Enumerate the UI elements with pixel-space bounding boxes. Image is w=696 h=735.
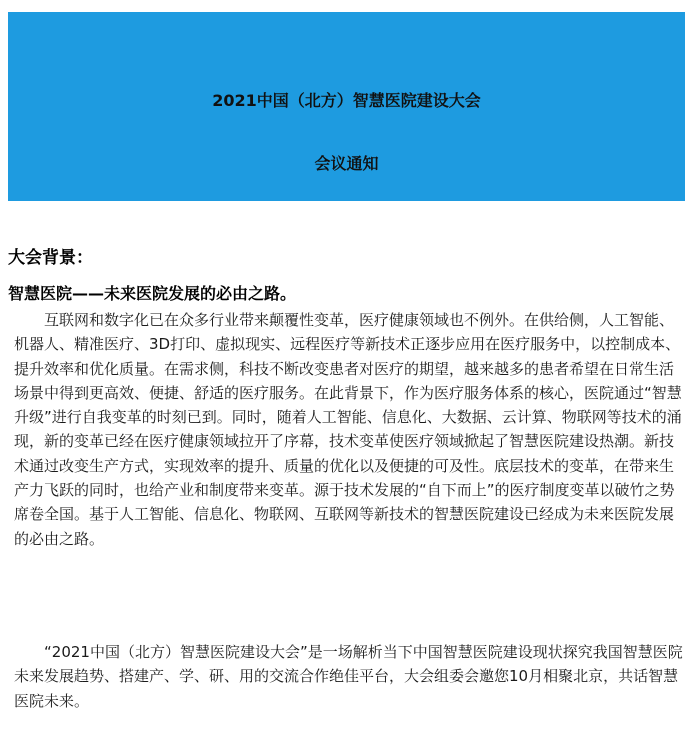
background-paragraph: 互联网和数字化已在众多行业带来颠覆性变革，医疗健康领域也不例外。在供给侧，人工智能、机器人、精准医疗、3D打印、虚拟现实、远程医疗等新技术正逐步应用在医疗服务中，以控制成本、提升效率和优化质量。在需求侧，科技不断改变患者对医疗的期望，越来越多的患者希望在日常生活场景中得到更高效、便捷、舒适的医疗服务。在此背景下，作为医疗服务体系的核心，医院通过“智慧升级”进行自我变革的时刻已到。同时，随着人工智能、信息化、大数据、云计算、物联网等技术的涌现，新的变革已经在医疗健康领域拉开了序幕，技术变革使医疗领域掀起了智慧医院建设热潮。新技术通过改变生产方式，实现效率的提升、质量的优化以及便捷的可及性。底层技术的变革，在带来生产力飞跃的同时，也给产业和制度带来变革。源于技术发展的“自下而上”的医疗制度变革以破竹之势席卷全国。基于人工智能、信息化、物联网、互联网等新技术的智慧医院建设已经成为未来医院发展的必由之路。 xyxy=(14,311,682,548)
notice-subtitle: 会议通知 xyxy=(314,154,379,173)
lead-statement: 智慧医院——未来医院发展的必由之路。 xyxy=(8,284,297,303)
conference-intro-paragraph: “2021中国（北方）智慧医院建设大会”是一场解析当下中国智慧医院建设现状探究我国智慧医院未来发展趋势、搭建产、学、研、用的交流合作绝佳平台，大会组委会邀您10月相聚北京，共话智慧医院未来。 xyxy=(14,643,683,710)
section-heading: 大会背景： xyxy=(8,248,93,268)
header-banner xyxy=(8,12,685,201)
conference-title: 2021中国（北方）智慧医院建设大会 xyxy=(212,91,481,110)
